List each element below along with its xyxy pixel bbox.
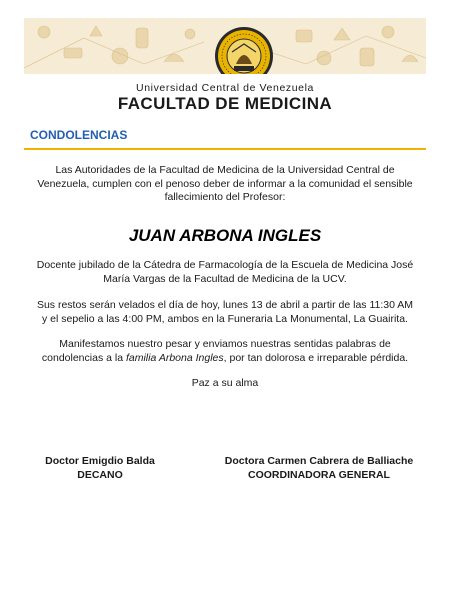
faculty-name: FACULTAD DE MEDICINA <box>117 94 333 113</box>
condolence-text-end: , por tan dolorosa e irreparable pérdida. <box>223 351 409 364</box>
section-divider <box>24 148 426 150</box>
condolence-text: Manifestamos nuestro pesar y enviamos nuestras sentidas palabras de condolencias a la <box>41 338 391 364</box>
ucv-seal-logo <box>214 26 274 74</box>
section-title: CONDOLENCIAS <box>30 128 128 142</box>
signature-name: Doctor Emigdio Balda <box>45 455 155 467</box>
closing-line: Paz a su alma <box>191 377 259 389</box>
wake-paragraph: Sus restos serán velados el día de hoy, lunes 13 de abril a partir de las 11:30 AM y el sepelio a las 4:00 PM, ambos en la Funeraria La Monumental, La Guairita. <box>36 299 414 325</box>
family-name: familia Arbona Ingles <box>125 351 224 364</box>
signature-coordinator <box>208 454 430 482</box>
university-name: Universidad Central de Venezuela <box>136 82 314 94</box>
intro-paragraph: Las Autoridades de la Facultad de Medicina de la Universidad Central de Venezuela, cumplen con el penoso deber de informar a la comunidad el sensible fallecimiento del Profesor: <box>37 164 413 203</box>
signature-title: DECANO <box>77 469 123 481</box>
bio-paragraph: Docente jubilado de la Cátedra de Farmacología de la Escuela de Medicina José María Vargas de la Facultad de Medicina de la UCV. <box>36 259 414 285</box>
deceased-name: JUAN ARBONA INGLES <box>128 226 322 245</box>
signature-title: COORDINADORA GENERAL <box>248 469 390 481</box>
signature-dean <box>30 454 170 482</box>
signature-name: Doctora Carmen Cabrera de Balliache <box>224 455 414 467</box>
condolence-paragraph <box>34 338 416 365</box>
header-banner <box>24 18 426 74</box>
